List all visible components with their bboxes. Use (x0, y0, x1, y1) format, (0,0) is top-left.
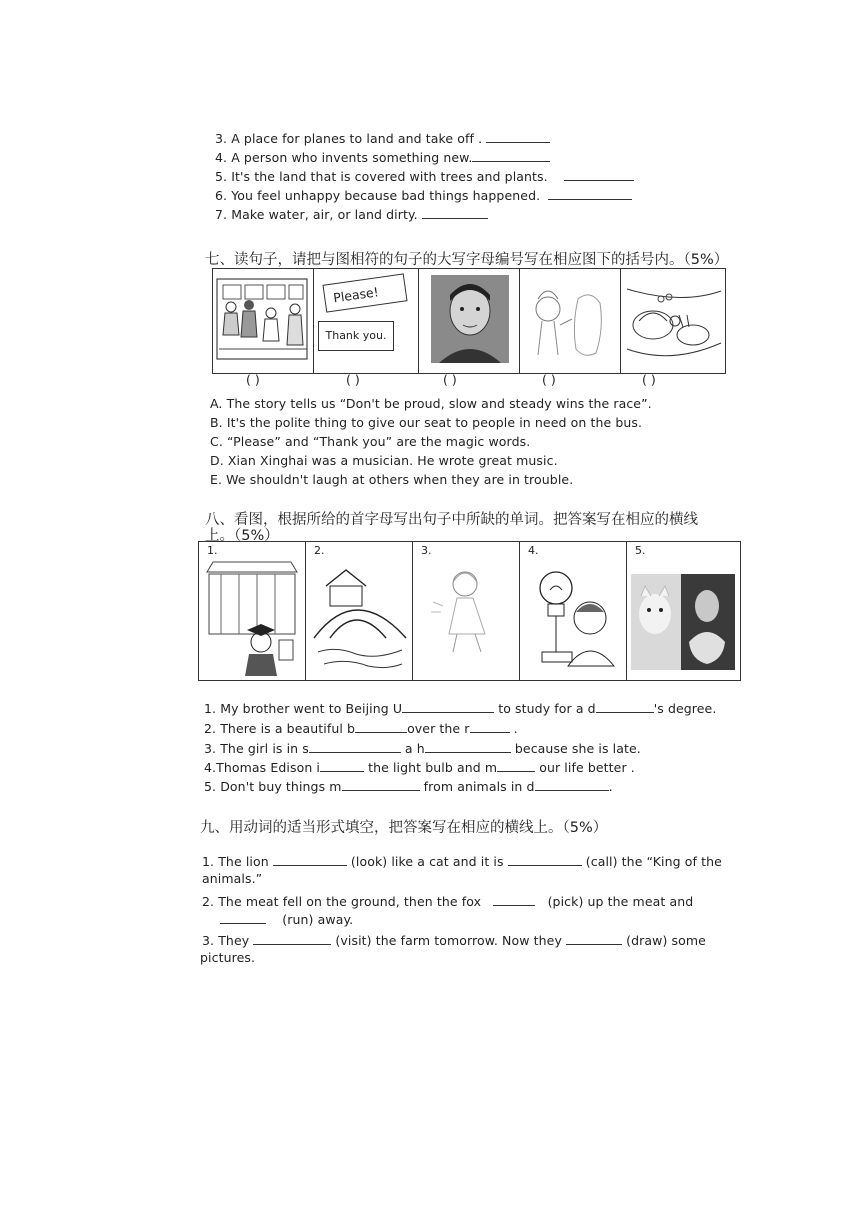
thank-you-sign: Thank you. (318, 321, 394, 351)
definition-3: 3. A place for planes to land and take off . (215, 130, 550, 146)
university-picture: 1. (199, 542, 306, 680)
laughing-illustration (520, 269, 620, 373)
bus-seat-illustration (213, 269, 313, 373)
answer-parens-5[interactable]: ( ) (642, 372, 656, 387)
answer-blank[interactable] (309, 740, 401, 753)
answer-blank[interactable] (342, 778, 420, 791)
verb-question-1: 1. The lion (look) like a cat and it is (call) the “King of the (202, 854, 722, 869)
answer-parens-1[interactable]: ( ) (246, 372, 260, 387)
answer-blank[interactable] (493, 893, 535, 906)
girl-hurry-picture: 3. (413, 542, 520, 680)
bus-picture (213, 269, 314, 373)
answer-blank[interactable] (422, 206, 488, 219)
university-graduate-illustration (199, 542, 305, 680)
answer-blank[interactable] (548, 187, 632, 200)
verb-question-3-cont: pictures. (200, 950, 256, 965)
section7-heading: 七、读句子，请把与图相符的句子的大写字母编号写在相应图下的括号内。（5%） (205, 252, 729, 268)
race-picture (621, 269, 725, 373)
portrait-picture (419, 269, 520, 373)
sentence-d: D. Xian Xinghai was a musician. He wrote great music. (210, 453, 558, 468)
tortoise-hare-illustration (621, 269, 725, 373)
definition-6: 6. You feel unhappy because bad things happened. (215, 187, 632, 203)
answer-parens-3[interactable]: ( ) (443, 372, 457, 387)
hurrying-girl-illustration (413, 542, 519, 680)
definition-5: 5. It's the land that is covered with trees and plants. (215, 168, 634, 184)
answer-blank[interactable] (220, 911, 266, 924)
section7-picture-strip (212, 268, 726, 374)
answer-blank[interactable] (355, 720, 407, 733)
answer-blank[interactable] (564, 168, 634, 181)
answer-blank[interactable] (508, 853, 582, 866)
musician-portrait (419, 269, 519, 373)
definition-4: 4. A person who invents something new. (215, 149, 550, 165)
section8-heading: 八、看图，根据所给的首字母写出句子中所缺的单词。把答案写在相应的横线 (205, 512, 698, 528)
light-bulb-picture: 4. (520, 542, 627, 680)
verb-question-2-cont: (run) away. (220, 911, 353, 927)
answer-parens-2[interactable]: ( ) (346, 372, 360, 387)
answer-blank[interactable] (497, 759, 535, 772)
answer-blank[interactable] (596, 700, 654, 713)
definition-7: 7. Make water, air, or land dirty. (215, 206, 488, 222)
answer-blank[interactable] (566, 932, 622, 945)
section8-sentence-1: 1. My brother went to Beijing U to study for a d 's degree. (204, 701, 717, 716)
bridge-illustration (306, 542, 412, 680)
answer-blank[interactable] (470, 720, 510, 733)
section8-picture-strip (198, 541, 741, 681)
signs-picture (314, 269, 419, 373)
laughing-picture (520, 269, 621, 373)
section8-sentence-3: 3. The girl is in s a h because she is late. (204, 741, 641, 756)
edison-light-bulb-illustration (520, 542, 626, 680)
verb-question-1-cont: animals.” (202, 871, 263, 886)
section8-heading-cont: 上。（5%） (205, 528, 279, 544)
answer-blank[interactable] (486, 130, 550, 143)
answer-blank[interactable] (320, 759, 364, 772)
answer-blank[interactable] (402, 700, 494, 713)
section9-heading: 九、用动词的适当形式填空，把答案写在相应的横线上。（5%） (200, 820, 608, 836)
answer-blank[interactable] (425, 740, 511, 753)
verb-question-2: 2. The meat fell on the ground, then the fox (pick) up the meat and (202, 894, 694, 909)
fox-fur-illustration (627, 542, 740, 680)
section8-sentence-2: 2. There is a beautiful b over the r . (204, 721, 518, 736)
sentence-a: A. The story tells us “Don't be proud, slow and steady wins the race”. (210, 396, 652, 411)
sentence-e: E. We shouldn't laugh at others when they are in trouble. (210, 472, 574, 487)
section8-sentence-4: 4.Thomas Edison i the light bulb and m our life better . (204, 760, 635, 775)
please-sign: Please! (322, 273, 407, 312)
answer-blank[interactable] (472, 149, 550, 162)
answer-blank[interactable] (535, 778, 609, 791)
answer-blank[interactable] (253, 932, 331, 945)
section8-sentence-5: 5. Don't buy things m from animals in d . (204, 779, 613, 794)
answer-blank[interactable] (273, 853, 347, 866)
verb-question-3: 3. They (visit) the farm tomorrow. Now they (draw) some (202, 933, 706, 948)
answer-parens-4[interactable]: ( ) (542, 372, 556, 387)
fur-picture: 5. (627, 542, 740, 680)
sentence-b: B. It's the polite thing to give our seat to people in need on the bus. (210, 415, 643, 430)
sentence-c: C. “Please” and “Thank you” are the magic words. (210, 434, 531, 449)
bridge-picture: 2. (306, 542, 413, 680)
